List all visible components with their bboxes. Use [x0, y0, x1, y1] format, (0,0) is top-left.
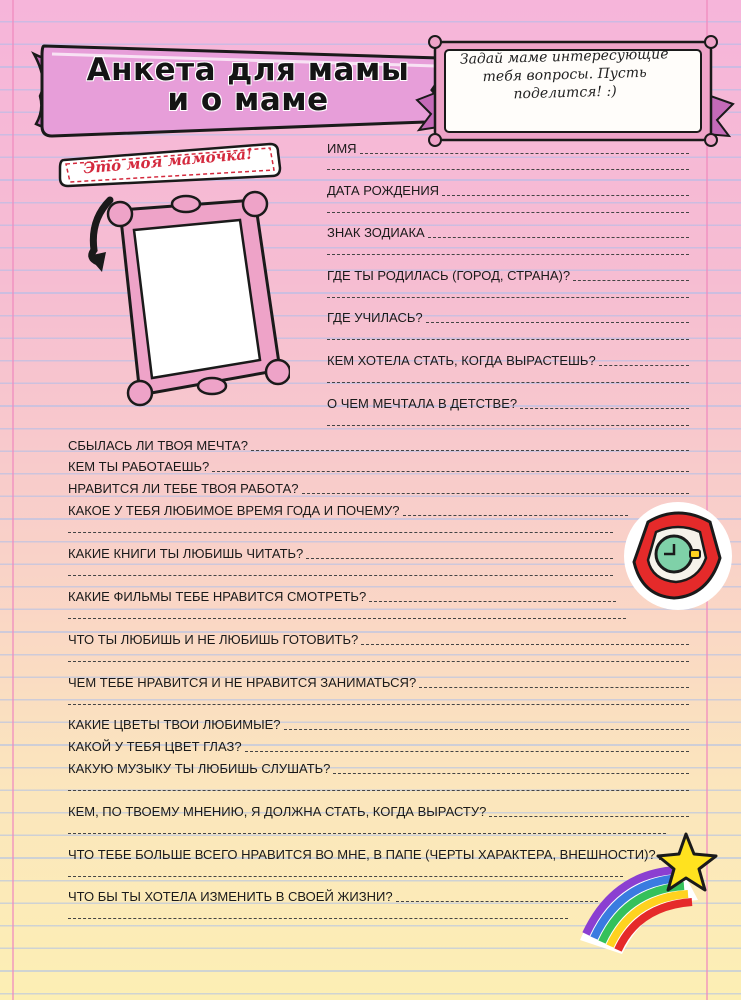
- question-label: КАКИЕ ЦВЕТЫ ТВОИ ЛЮБИМЫЕ?: [68, 717, 281, 732]
- question-label: СБЫЛАСЬ ЛИ ТВОЯ МЕЧТА?: [68, 438, 248, 453]
- answer-line[interactable]: [68, 918, 568, 919]
- margin-line-left: [12, 0, 14, 1000]
- question-label: ЧЕМ ТЕБЕ НРАВИТСЯ И НЕ НРАВИТСЯ ЗАНИМАТЬСЯ?: [68, 675, 417, 690]
- photo-frame: [80, 190, 290, 430]
- answer-line[interactable]: [68, 532, 613, 533]
- answer-line[interactable]: [520, 408, 689, 409]
- question-row[interactable]: [68, 675, 689, 691]
- answer-line[interactable]: [212, 471, 689, 472]
- answer-line[interactable]: [327, 297, 689, 298]
- answer-line[interactable]: [573, 280, 689, 281]
- question-label: ЗНАК ЗОДИАКА: [327, 225, 425, 240]
- answer-line[interactable]: [68, 575, 613, 576]
- answer-line[interactable]: [251, 450, 689, 451]
- answer-line[interactable]: [68, 618, 626, 619]
- answer-line[interactable]: [369, 601, 616, 602]
- question-label: ЧТО ТЕБЕ БОЛЬШЕ ВСЕГО НРАВИТСЯ ВО МНЕ, В ПАПЕ (ЧЕРТЫ ХАРАКТЕРА, ВНЕШНОСТИ)?: [68, 847, 656, 862]
- answer-line[interactable]: [428, 237, 689, 238]
- answer-line[interactable]: [68, 876, 623, 877]
- question-label: ДАТА РОЖДЕНИЯ: [327, 183, 440, 198]
- answer-line[interactable]: [327, 339, 689, 340]
- answer-line[interactable]: [426, 322, 689, 323]
- question-label: ГДЕ ТЫ РОДИЛАСЬ (ГОРОД, СТРАНА)?: [327, 268, 571, 283]
- answer-line[interactable]: [327, 169, 689, 170]
- title-line-1: Анкета для мамы: [86, 52, 410, 88]
- answer-line[interactable]: [245, 751, 689, 752]
- question-label: КЕМ ХОТЕЛА СТАТЬ, КОГДА ВЫРАСТЕШЬ?: [327, 353, 596, 368]
- question-row[interactable]: [68, 546, 613, 562]
- question-row[interactable]: [327, 183, 689, 199]
- answer-line[interactable]: [403, 515, 628, 516]
- answer-line[interactable]: [396, 901, 598, 902]
- question-row[interactable]: [68, 459, 689, 475]
- question-label: КАКИЕ КНИГИ ТЫ ЛЮБИШЬ ЧИТАТЬ?: [68, 546, 304, 561]
- question-row[interactable]: [327, 268, 689, 284]
- question-row[interactable]: [68, 761, 689, 777]
- page-title: [58, 52, 438, 118]
- answer-line[interactable]: [68, 704, 689, 705]
- question-row[interactable]: [327, 141, 689, 157]
- question-row[interactable]: [68, 889, 598, 905]
- answer-line[interactable]: [327, 254, 689, 255]
- question-row[interactable]: [68, 804, 689, 820]
- answer-line[interactable]: [306, 558, 613, 559]
- answer-line[interactable]: [327, 425, 689, 426]
- question-label: КАКУЮ МУЗЫКУ ТЫ ЛЮБИШЬ СЛУШАТЬ?: [68, 761, 331, 776]
- title-line-2: и о маме: [167, 82, 329, 118]
- question-row[interactable]: [68, 632, 689, 648]
- question-row[interactable]: [327, 353, 689, 369]
- answer-line[interactable]: [302, 493, 689, 494]
- question-row[interactable]: [68, 739, 689, 755]
- answer-line[interactable]: [68, 790, 689, 791]
- question-row[interactable]: [68, 503, 628, 519]
- question-label: ГДЕ УЧИЛАСЬ?: [327, 310, 423, 325]
- question-label: О ЧЕМ МЕЧТАЛА В ДЕТСТВЕ?: [327, 396, 518, 411]
- question-label: КАКОЙ У ТЕБЯ ЦВЕТ ГЛАЗ?: [68, 739, 242, 754]
- question-label: КЕМ, ПО ТВОЕМУ МНЕНИЮ, Я ДОЛЖНА СТАТЬ, КОГДА ВЫРАСТУ?: [68, 804, 487, 819]
- answer-line[interactable]: [361, 644, 689, 645]
- instruction-note: Задай маме интересующие тебя вопросы. Пусть поделится! :): [459, 46, 669, 103]
- question-row[interactable]: [68, 717, 689, 733]
- question-label: КАКОЕ У ТЕБЯ ЛЮБИМОЕ ВРЕМЯ ГОДА И ПОЧЕМУ?: [68, 503, 400, 518]
- question-row[interactable]: [68, 438, 689, 454]
- question-label: ИМЯ: [327, 141, 357, 156]
- question-row[interactable]: [327, 396, 689, 412]
- question-row[interactable]: [68, 481, 689, 497]
- question-label: КАКИЕ ФИЛЬМЫ ТЕБЕ НРАВИТСЯ СМОТРЕТЬ?: [68, 589, 367, 604]
- question-label: ЧТО БЫ ТЫ ХОТЕЛА ИЗМЕНИТЬ В СВОЕЙ ЖИЗНИ?: [68, 889, 393, 904]
- question-row[interactable]: [327, 225, 689, 241]
- question-row[interactable]: [68, 589, 616, 605]
- answer-line[interactable]: [333, 773, 689, 774]
- answer-line[interactable]: [419, 687, 689, 688]
- question-label: НРАВИТСЯ ЛИ ТЕБЕ ТВОЯ РАБОТА?: [68, 481, 299, 496]
- question-label: ЧТО ТЫ ЛЮБИШЬ И НЕ ЛЮБИШЬ ГОТОВИТЬ?: [68, 632, 359, 647]
- answer-line[interactable]: [360, 153, 689, 154]
- question-label: КЕМ ТЫ РАБОТАЕШЬ?: [68, 459, 210, 474]
- rainbow-star-sticker: [570, 830, 720, 960]
- answer-line[interactable]: [327, 212, 689, 213]
- question-row[interactable]: [327, 310, 689, 326]
- answer-line[interactable]: [284, 729, 690, 730]
- answer-line[interactable]: [442, 195, 689, 196]
- answer-line[interactable]: [327, 382, 689, 383]
- answer-line[interactable]: [68, 661, 689, 662]
- answer-line[interactable]: [599, 365, 689, 366]
- watch-sticker: [622, 500, 734, 612]
- answer-line[interactable]: [489, 816, 689, 817]
- photo-label: Это моя мамочка!: [82, 144, 254, 178]
